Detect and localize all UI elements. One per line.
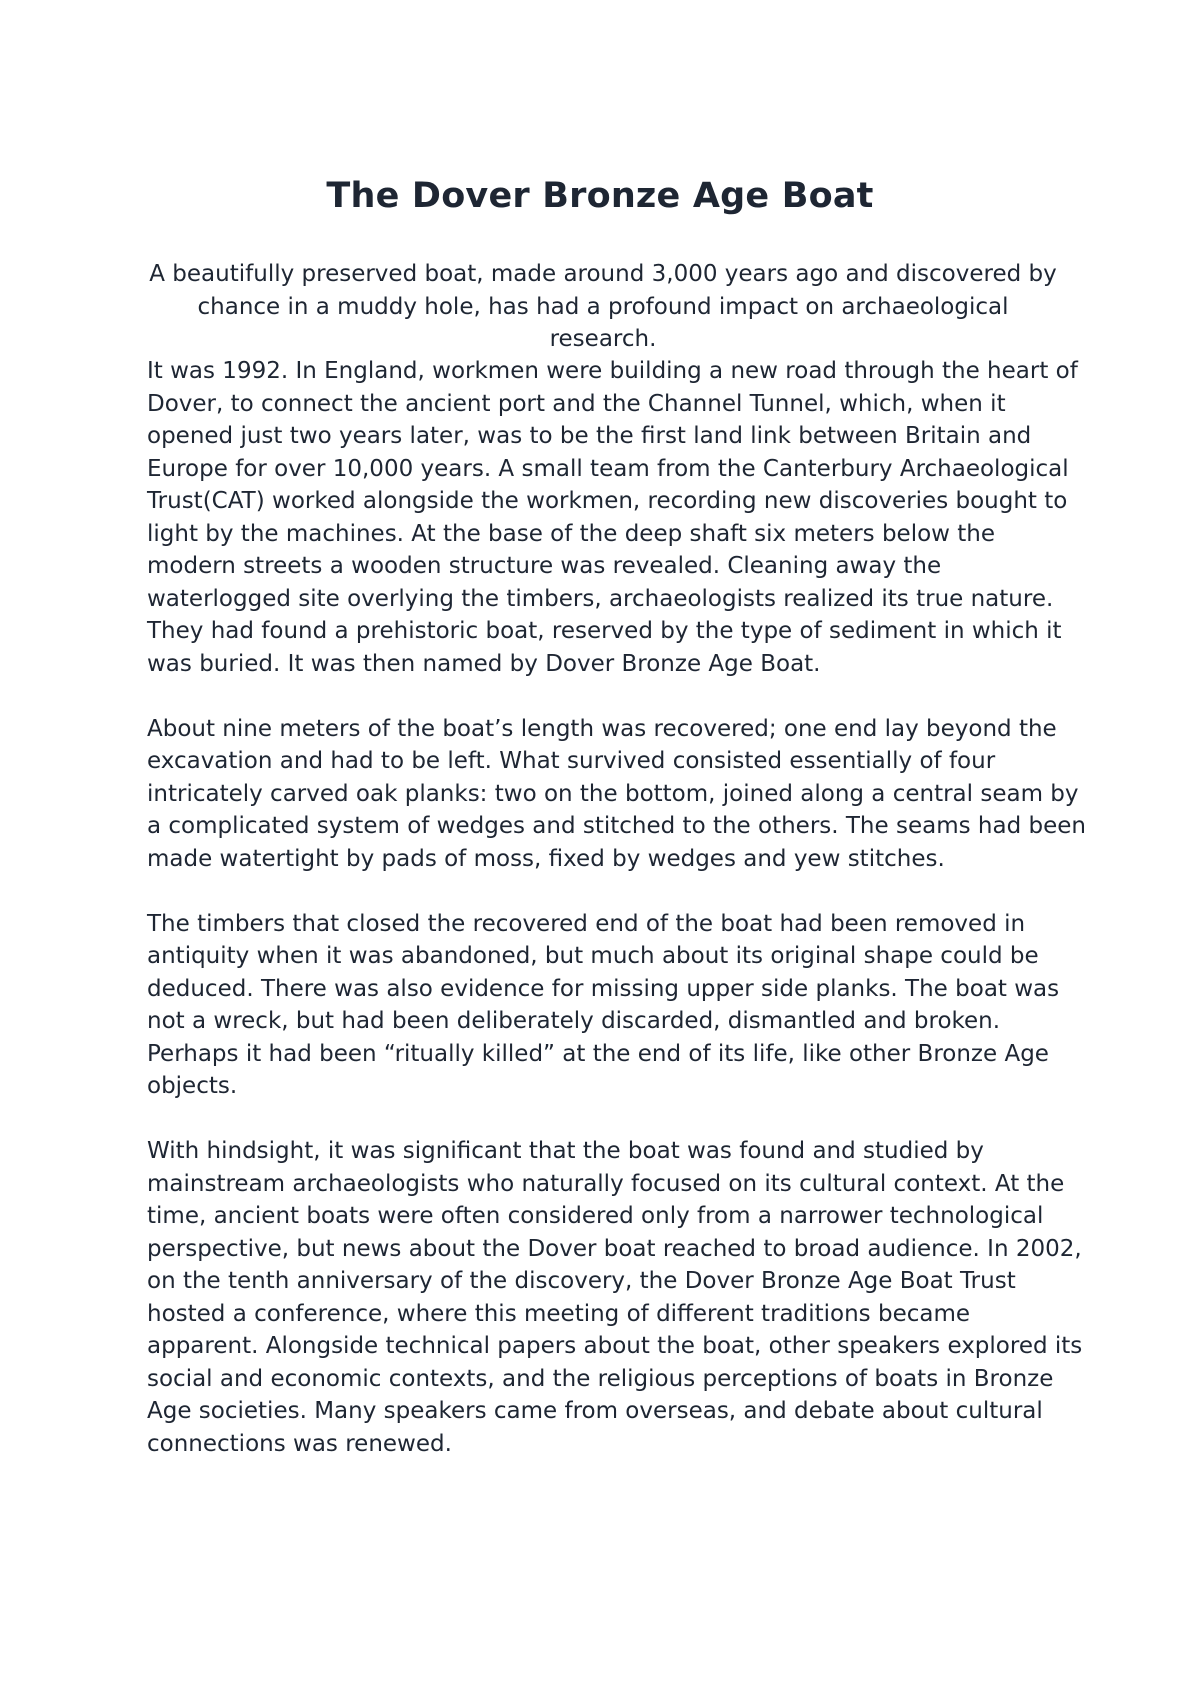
document-subtitle: A beautifully preserved boat, made around 3,000 years ago and discovered by chance in a muddy hole, has had a profound impact on archaeological research. — [149, 261, 1057, 352]
body-paragraph-2: About nine meters of the boat’s length was recovered; one end lay beyond the excavation and had to be left. What survived consisted essentially of four intricately carved oak planks: two on the bottom, joined along a central seam by a complicated system of wedges and stitched to the others. The seams had been made watertight by pads of moss, fixed by wedges and yew stitches. — [147, 715, 1086, 872]
body-paragraph-4: With hindsight, it was significant that the boat was found and studied by mainstream archaeologists who naturally focused on its cultural context. At the time, ancient boats were often considered only from a narrower technological perspective, but news about the Dover boat reached to broad audience. In 2002, on the tenth anniversary of the discovery, the Dover Bronze Age Boat Trust hosted a conference, where this meeting of different traditions became apparent. Alongside technical papers about the boat, other speakers explored its social and economic contexts, and the religious perceptions of boats in Bronze Age societies. Many speakers came from overseas, and debate about cultural connections was renewed. — [147, 1138, 1083, 1457]
document-body — [147, 355, 1087, 1460]
body-paragraph-1: It was 1992. In England, workmen were building a new road through the heart of Dover, to connect the ancient port and the Channel Tunnel, which, when it opened just two years later, was to be the first land link between Britain and Europe for over 10,000 years. A small team from the Canterbury Archaeological Trust(CAT) worked alongside the workmen, recording new discoveries bought to light by the machines. At the base of the deep shaft six meters below the modern streets a wooden structure was revealed. Cleaning away the waterlogged site overlying the timbers, archaeologists realized its true nature. They had found a prehistoric boat, reserved by the type of sediment in which it was buried. It was then named by Dover Bronze Age Boat. — [147, 358, 1078, 677]
body-paragraph-3: The timbers that closed the recovered end of the boat had been removed in antiquity when it was abandoned, but much about its original shape could be deduced. There was also evidence for missing upper side planks. The boat was not a wreck, but had been deliberately discarded, dismantled and broken. Perhaps it had been “ritually killed” at the end of its life, like other Bronze Age objects. — [147, 910, 1060, 1099]
document-title: The Dover Bronze Age Boat — [326, 176, 874, 216]
